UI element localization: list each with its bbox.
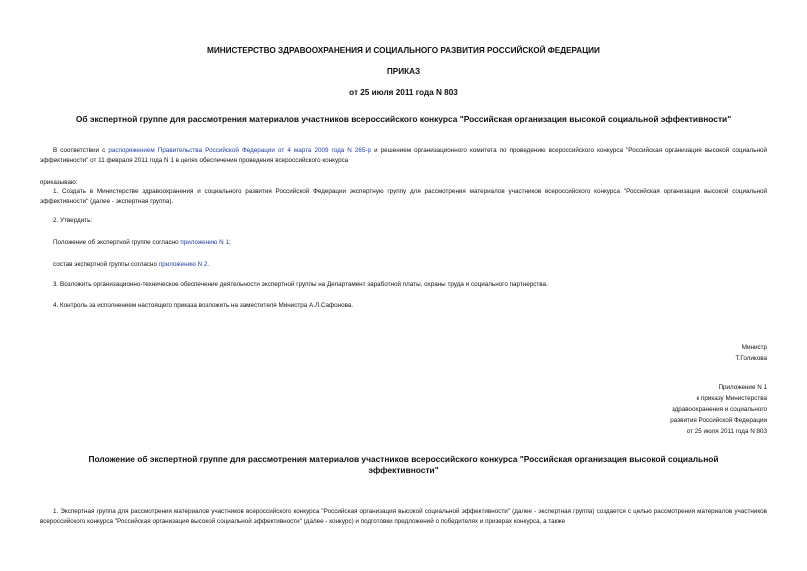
ministry-heading: МИНИСТЕРСТВО ЗДРАВООХРАНЕНИЯ И СОЦИАЛЬНОГО РАЗВИТИЯ РОССИЙСКОЙ ФЕДЕРАЦИИ (207, 46, 600, 55)
item-4: 4. Контроль за исполнением настоящего приказа возложить на заместителя Министра А.Л.Сафонова. (53, 302, 354, 309)
order-title: Об экспертной группе для рассмотрения материалов участников всероссийского конкурса "Российская организация высокой социальной эффективности" (75, 114, 732, 124)
regulation-paragraph-1: 1. Экспертная группа для рассмотрения материалов участников всероссийского конкурса "Российская организация высокой социальной эффективности" (далее - экспертная группа) создается с целью рассмотрения материалов участников всероссийского конкурса "Российская организация высокой социальной эффективности" (далее - конкурс) и подготовки предложений о победителях и призерах конкурса, а также (40, 508, 767, 525)
orders-word: приказываю: (40, 179, 78, 186)
government-order-link[interactable]: распоряжением Правительства Российской Федерации от 4 марта 2009 года N 265-р (108, 147, 372, 154)
appendix-1-link[interactable]: приложению N 1 (180, 239, 229, 246)
preamble-paragraph: В соответствии с распоряжением Правительства Российской Федерации от 4 марта 2009 года N 265-р и решением организационного комитета по проведению всероссийского конкурса "Российская организация высокой социальной эффективности" от 11 февраля 2011 года N 1 в целях обеспечения проведения всероссийского конкурса (40, 147, 767, 164)
appendix-2-link[interactable]: приложению N 2 (158, 261, 208, 268)
appendix-label: Приложение N 1 (718, 384, 767, 391)
item-1: 1. Создать в Министерстве здравоохранения и социального развития Российской Федерации экспертную группу для рассмотрения материалов участников всероссийского конкурса "Российская организация высокой социальной эффективности" (далее - экспертная группа). (40, 188, 767, 205)
item-3: 3. Возложить организационно-техническое обеспечение деятельности экспертной группы на Департамент заработной платы, охраны труда и социального партнерства. (53, 281, 548, 288)
item-2: 2. Утвердить: (53, 217, 93, 224)
signature-name: Т.Голикова (735, 355, 767, 362)
doc-type: ПРИКАЗ (386, 67, 421, 76)
appendix-stamp: Приложение N 1 к приказу Министерства здравоохранения и социального развития Российской Федерации от 25 июля 2011 года N 803 (670, 384, 767, 435)
doc-date-number: от 25 июля 2011 года N 803 (349, 88, 458, 97)
regulation-title: Положение об экспертной группе для рассмотрения материалов участников всероссийского конкурса "Российская организация высокой социальной эффективности" (88, 454, 719, 475)
signature-position: Министр (741, 344, 767, 351)
item-2a: Положение об экспертной группе согласно приложению N 1; (53, 239, 231, 246)
signature-block (735, 342, 767, 364)
item-2b: состав экспертной группы согласно приложению N 2. (53, 261, 210, 268)
